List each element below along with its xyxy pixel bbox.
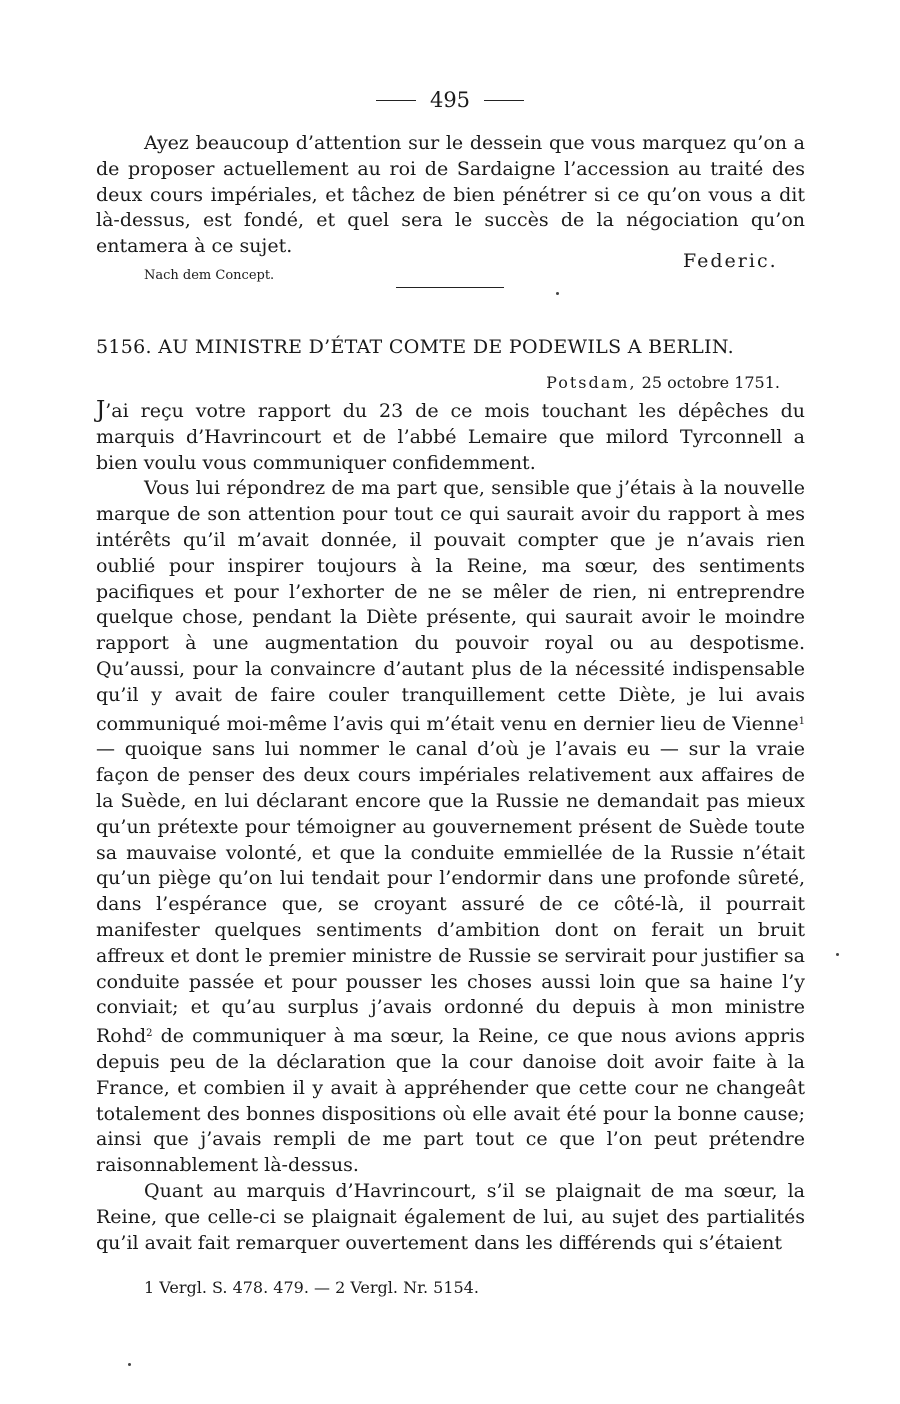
paragraph-text: Vous lui répondrez de ma part que, sensible que j’étais à la nouvelle marque de son attention pour tout ce qui saurait avoir du rapport à mes intérêts qu’il m’avait donnée, il pouvait compter que je n’avais rien oublié pour inspirer toujours à la Reine, ma sœur, des sentiments pacifiques et pour l’exhorter de ne se mêler de rien, ni entreprendre quelque chose, pendant la Diète présente, qui saurait avoir le moindre rapport à une augmentation du pouvoir royal ou au despotisme. Qu’aussi, pour la convaincre d’autant plus de la nécessité indispensable qu’il y avait de faire couler tranquillement cette Diète, je lui avais communiqué moi-même l’avis qui m’était venu en dernier lieu de Vienne [96, 477, 805, 735]
source-note: Nach dem Concept. [144, 268, 275, 283]
dateline-place: Potsdam, [546, 373, 637, 392]
section-divider [396, 287, 504, 288]
scan-speck [128, 1363, 131, 1366]
letter-body [96, 398, 805, 1256]
paragraph-text: ’ai reçu votre rapport du 23 de ce mois touchant les dépêches du marquis d’Havrincourt et de l’abbé Lemaire que milord Tyrconnell a bien voulu vous communiquer confidemment. [96, 400, 805, 474]
footnotes: 1 Vergl. S. 478. 479. — 2 Vergl. Nr. 5154. [144, 1278, 479, 1297]
initial-letter: J [96, 397, 106, 423]
dateline [546, 373, 780, 392]
paragraph: Ayez beaucoup d’attention sur le dessein que vous marquez qu’on a de proposer actuellement au roi de Sardaigne l’accession au traité des deux cours impériales, et tâchez de bien pénétrer si ce qu’on vous a dit là-dessus, est fondé, et quel sera le succès de la négociation qu’on entamera à ce sujet. [96, 132, 805, 258]
page-header [300, 88, 600, 112]
paragraph-text: — quoique sans lui nommer le canal d’où je l’avais eu — sur la vraie façon de penser des deux cours impériales relativement aux affaires de la Suède, en lui déclarant encore que la Russie ne demandait pas mieux qu’un prétexte pour témoigner au gouvernement présent de Suède toute sa mauvaise volonté, et que la conduite emmiellée de la Russie n’était qu’un piège qu’on lui tendait pour l’endormir dans une profonde sûreté, dans l’espérance que, se croyant assuré de ce côté-là, il pourrait manifester quelques sentiments d’ambition dont on ferait un bruit affreux et dont le premier ministre de Russie se servirait pour justifier sa conduite passée et pour pousser les choses aussi loin que sa haine l’y conviait; et qu’au surplus j’avais ordonné du depuis à mon ministre Rohd [96, 738, 805, 1048]
footnote-marker: 1 [798, 715, 805, 727]
scan-speck [556, 292, 559, 295]
header-dash-right [484, 100, 524, 101]
page-number: 495 [429, 88, 471, 112]
paragraph-text: de communiquer à ma sœur, la Reine, ce que nous avions appris depuis peu de la déclaration que la cour danoise doit avoir faite à la France, et combien il y avait à appréhender que cette cour ne changeât totalement des bonnes dispositions où elle avait été pour la bonne cause; ainsi que j’avais rempli de me part tout ce que l’on peut prétendre raisonnablement là-dessus. [96, 1025, 805, 1177]
paragraph: Quant au marquis d’Havrincourt, s’il se plaignait de ma sœur, la Reine, que celle-ci se plaignait également de lui, au sujet des partialités qu’il avait fait remarquer ouvertement dans les différends qui s’étaient [96, 1179, 805, 1254]
letter-heading: 5156. AU MINISTRE D’ÉTAT COMTE DE PODEWILS A BERLIN. [96, 336, 734, 358]
header-dash-left [376, 100, 416, 101]
scan-speck [836, 953, 839, 956]
footnote-marker: 2 [146, 1028, 153, 1040]
previous-letter-ending [96, 131, 805, 260]
paragraph [96, 398, 805, 476]
dateline-date: 25 octobre 1751. [641, 373, 780, 392]
paragraph [96, 476, 805, 1179]
signature: Federic. [683, 250, 778, 272]
